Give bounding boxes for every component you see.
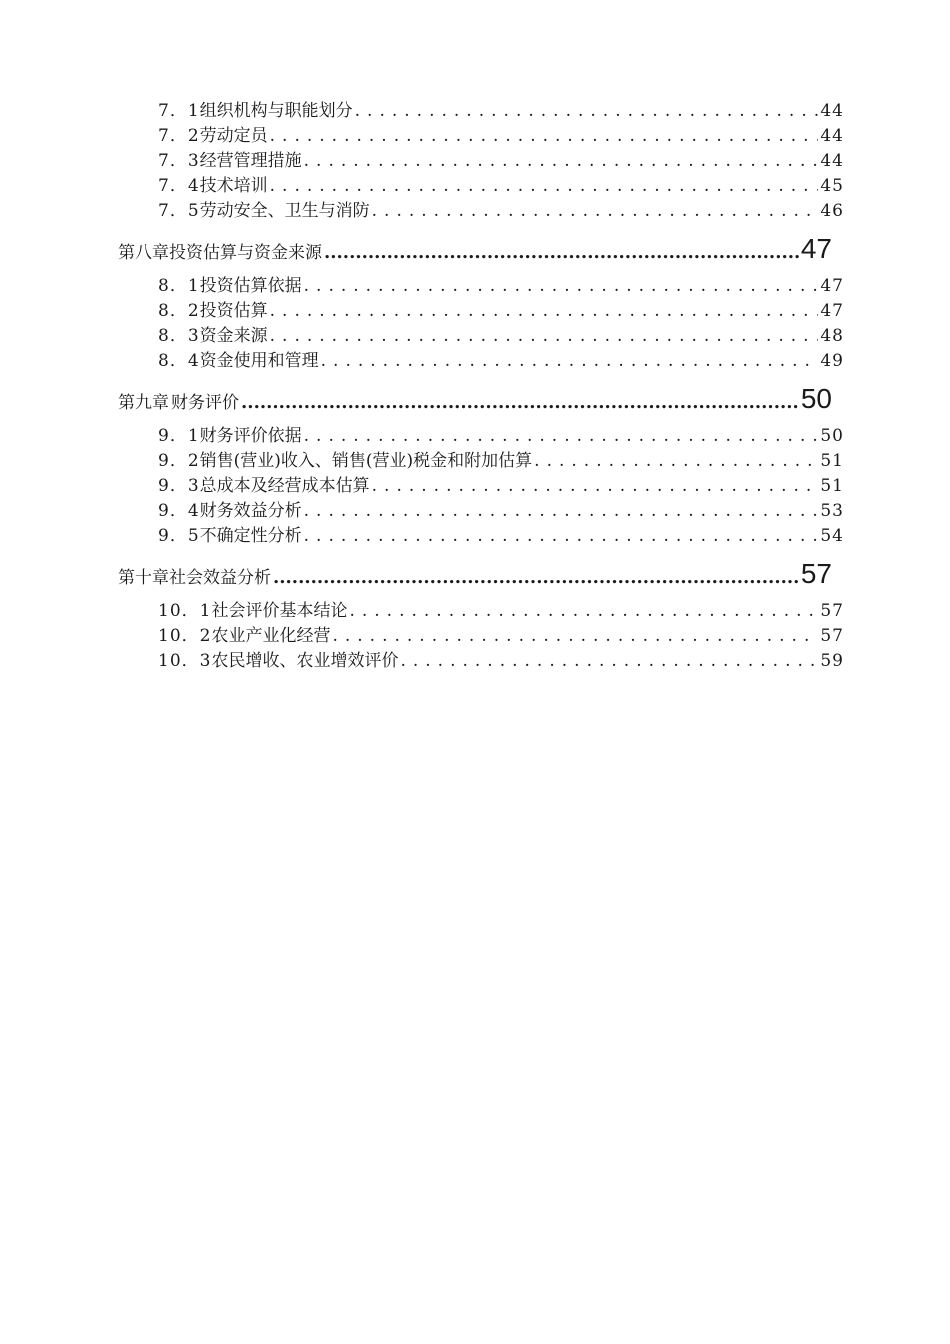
dot-leader (400, 649, 818, 674)
page-number: 48 (820, 326, 844, 346)
page-number: 44 (820, 101, 844, 121)
section-number: 8．3 (158, 326, 200, 346)
dot-leader (270, 124, 819, 149)
dot-leader (304, 149, 819, 174)
dot-leader (270, 324, 819, 349)
section-title: 财务效益分析 (199, 501, 302, 521)
toc-entry-8-4[interactable] (118, 349, 844, 374)
toc-entry-9-4[interactable] (118, 499, 844, 524)
toc-entry-9-5[interactable] (118, 524, 844, 549)
section-number: 8．4 (158, 351, 200, 371)
section-title: 劳动安全、卫生与消防 (199, 201, 370, 221)
dot-leader (534, 449, 818, 474)
section-title: 劳动定员 (199, 126, 268, 146)
section-title: 技术培训 (199, 176, 268, 196)
section-title: 资金使用和管理 (199, 351, 319, 371)
toc-chapter-10[interactable] (118, 549, 832, 599)
dot-leader (241, 378, 799, 424)
section-number: 10．2 (158, 626, 212, 646)
section-title: 资金来源 (199, 326, 268, 346)
toc-entry-9-1[interactable] (118, 424, 844, 449)
dot-leader (355, 99, 819, 124)
chapter-title: 社会效益分析 (169, 568, 271, 588)
dot-leader (270, 299, 819, 324)
dot-leader (332, 624, 818, 649)
section-number: 7．1 (158, 101, 200, 121)
chapter-label: 第十章 (118, 568, 169, 588)
toc-entry-8-1[interactable] (118, 274, 844, 299)
page-number: 47 (800, 233, 832, 264)
page-number: 47 (820, 276, 844, 296)
dot-leader (304, 274, 819, 299)
toc-entry-9-2[interactable] (118, 449, 844, 474)
chapter-title: 财务评价 (171, 393, 240, 413)
page-number: 44 (820, 126, 844, 146)
section-number: 10．3 (158, 651, 212, 671)
toc-entry-7-3[interactable] (118, 149, 844, 174)
dot-leader (321, 349, 819, 374)
page-number: 54 (820, 526, 844, 546)
page-number: 50 (800, 383, 832, 414)
dot-leader (304, 424, 819, 449)
page-number: 53 (820, 501, 844, 521)
section-title: 财务评价依据 (199, 426, 302, 446)
section-title: 经营管理措施 (199, 151, 302, 171)
toc-entry-8-2[interactable] (118, 299, 844, 324)
page-number: 44 (820, 151, 844, 171)
toc-entry-10-3[interactable] (118, 649, 844, 674)
page-number: 57 (820, 601, 844, 621)
dot-leader (324, 228, 799, 274)
dot-leader (270, 174, 819, 199)
section-number: 9．4 (158, 501, 200, 521)
table-of-contents (118, 99, 844, 674)
toc-entry-7-5[interactable] (118, 199, 844, 224)
section-title: 组织机构与职能划分 (199, 101, 353, 121)
toc-chapter-8[interactable] (118, 224, 832, 274)
page-number: 57 (820, 626, 844, 646)
dot-leader (273, 553, 799, 599)
section-number: 9．3 (158, 476, 200, 496)
section-title: 销售(营业)收入、销售(营业)税金和附加估算 (199, 451, 533, 471)
section-number: 7．5 (158, 201, 200, 221)
chapter-label: 第九章 (118, 393, 169, 413)
page-number: 47 (820, 301, 844, 321)
section-number: 7．4 (158, 176, 200, 196)
section-title: 农民增收、农业增效评价 (211, 651, 399, 671)
toc-entry-9-3[interactable] (118, 474, 844, 499)
page-number: 50 (820, 426, 844, 446)
dot-leader (349, 599, 818, 624)
dot-leader (304, 499, 819, 524)
section-number: 10．1 (158, 601, 212, 621)
page-number: 59 (820, 651, 844, 671)
toc-entry-7-1[interactable] (118, 99, 844, 124)
section-number: 9．5 (158, 526, 200, 546)
section-number: 8．1 (158, 276, 200, 296)
page-number: 51 (820, 451, 844, 471)
dot-leader (372, 199, 819, 224)
toc-entry-8-3[interactable] (118, 324, 844, 349)
section-number: 8．2 (158, 301, 200, 321)
section-number: 7．2 (158, 126, 200, 146)
toc-chapter-9[interactable] (118, 374, 832, 424)
toc-entry-7-2[interactable] (118, 124, 844, 149)
section-title: 投资估算 (199, 301, 268, 321)
section-title: 农业产业化经营 (211, 626, 331, 646)
toc-entry-10-1[interactable] (118, 599, 844, 624)
dot-leader (304, 524, 819, 549)
chapter-label: 第八章 (118, 243, 169, 263)
section-title: 不确定性分析 (199, 526, 302, 546)
section-title: 投资估算依据 (199, 276, 302, 296)
toc-entry-10-2[interactable] (118, 624, 844, 649)
page-number: 46 (820, 201, 844, 221)
section-title: 总成本及经营成本估算 (199, 476, 370, 496)
chapter-title: 投资估算与资金来源 (169, 243, 322, 263)
page-number: 57 (800, 558, 832, 589)
page-number: 49 (820, 351, 844, 371)
toc-entry-7-4[interactable] (118, 174, 844, 199)
page-number: 51 (820, 476, 844, 496)
dot-leader (372, 474, 819, 499)
section-number: 7．3 (158, 151, 200, 171)
section-number: 9．2 (158, 451, 200, 471)
page-number: 45 (820, 176, 844, 196)
section-number: 9．1 (158, 426, 200, 446)
section-title: 社会评价基本结论 (211, 601, 348, 621)
